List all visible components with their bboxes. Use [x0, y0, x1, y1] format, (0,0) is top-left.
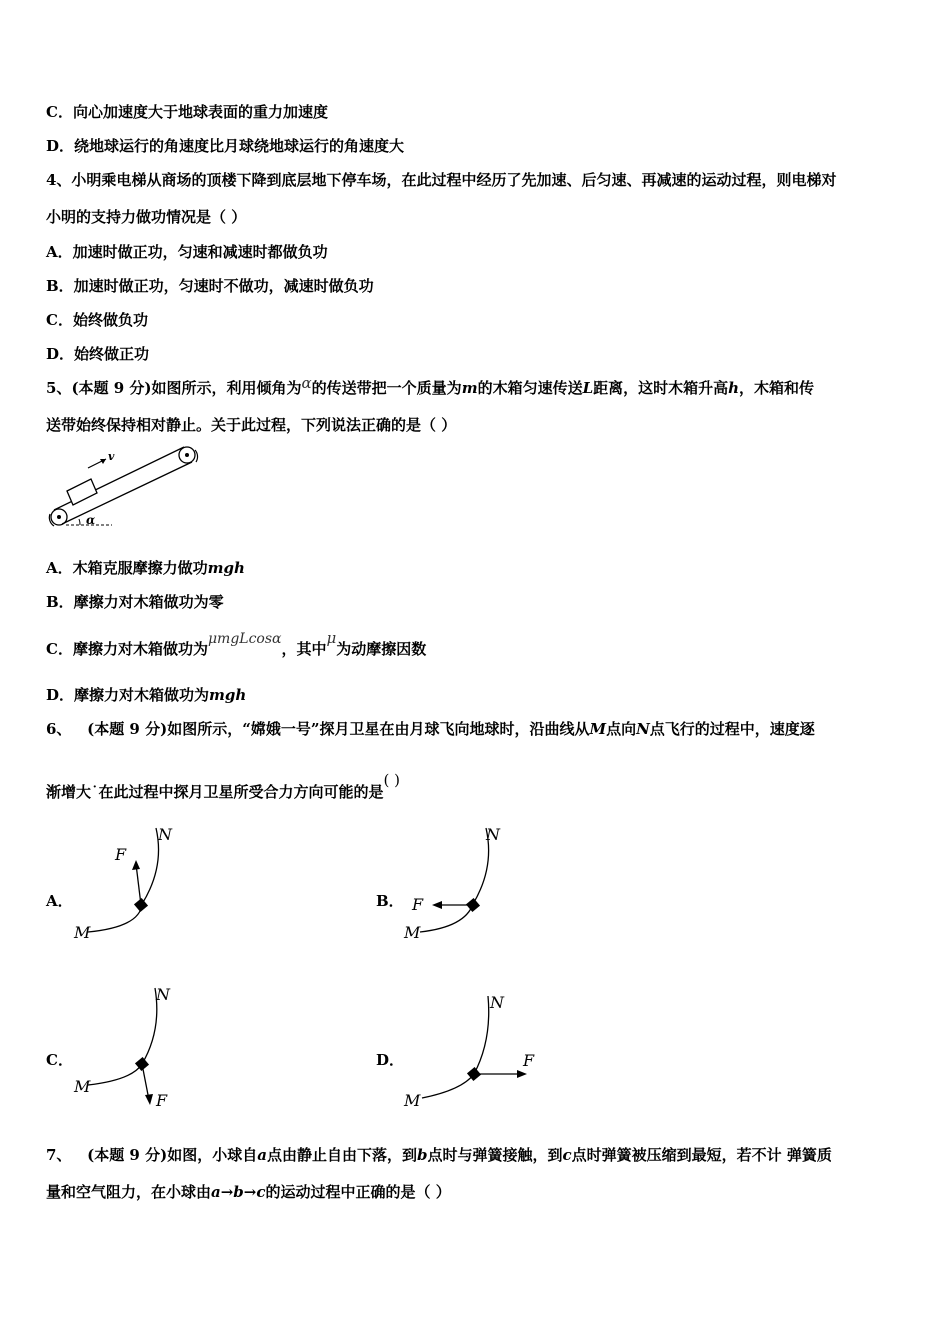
q5-option-c-text: 为动摩擦因数: [336, 640, 427, 658]
q5-text: 距离，这时木箱升高: [593, 379, 729, 397]
q6-M: M: [589, 720, 607, 738]
q6-text: 点向: [606, 720, 637, 738]
q7-text: 点时弹簧被压缩到最短，若不计 弹簧质: [571, 1146, 832, 1164]
q5-text: 如图所示，利用倾角为: [151, 379, 302, 397]
q4-option-a: A．加速时做正功，匀速和减速时都做负功: [46, 243, 328, 261]
force-arrowhead: [432, 901, 442, 909]
trajectory-curve: [88, 988, 157, 1085]
force-arrow: [142, 1064, 149, 1100]
q6-stem-line2: [46, 771, 400, 802]
q5-h: h: [728, 379, 740, 397]
force-arrow: [136, 864, 141, 905]
force-arrowhead: [145, 1094, 153, 1105]
q5-number: 5、: [46, 379, 72, 397]
q7-stem-line2: [46, 1182, 451, 1202]
force-arrowhead: [132, 860, 140, 870]
q6-figure-b: [400, 822, 520, 947]
conveyor-belt-figure: [44, 444, 214, 530]
point-m-label: M: [404, 1091, 421, 1110]
q7-stem-line1: [46, 1145, 832, 1165]
q4-option-d: D．始终做正功: [46, 345, 150, 363]
q5-option-c-text: C．摩擦力对木箱做功为: [46, 640, 208, 658]
q5-option-a-math: mgh: [207, 559, 245, 577]
q5-L: L: [582, 379, 594, 397]
q5-text: 的木箱匀速传送: [477, 379, 583, 397]
q5-stem-line1: [46, 374, 815, 398]
q6-stem-text: 渐增大˙在此过程中探月卫星所受合力方向可能的是: [46, 783, 384, 801]
q7-path: a→b→c: [211, 1183, 266, 1201]
q5-text: ，木箱和传: [739, 379, 815, 397]
upper-pulley-axle: [185, 453, 189, 457]
q6-label-b: B．: [376, 892, 404, 910]
q5-option-d-math: mgh: [209, 686, 247, 704]
q7-a: a: [257, 1146, 267, 1164]
q7-b: b: [416, 1146, 428, 1164]
q6-score: (本题 9 分): [87, 720, 168, 738]
q7-text: 点由静止自由下落，到: [266, 1146, 417, 1164]
q5-option-a: [46, 558, 245, 578]
trajectory-curve: [422, 996, 489, 1098]
q5-option-b: B．摩擦力对木箱做功为零: [46, 593, 224, 611]
point-n-label: N: [156, 985, 170, 1004]
q3-option-d: D．绕地球运行的角速度比月球绕地球运行的角速度大: [46, 137, 405, 155]
force-label: F: [412, 895, 424, 914]
wooden-box: [67, 479, 97, 505]
q5-option-c-math: μmgLcosα: [207, 631, 282, 647]
q5-option-d: [46, 685, 246, 705]
q5-stem-line2: 送带始终保持相对静止。关于此过程，下列说法正确的是（ ）: [46, 416, 457, 434]
q7-text: 量和空气阻力，在小球由: [46, 1183, 212, 1201]
q6-figure-c: [70, 982, 190, 1112]
q6-figure-a: [70, 822, 190, 947]
q6-label-c: C．: [46, 1051, 73, 1069]
q5-m: m: [461, 379, 478, 397]
q7-c: c: [562, 1146, 572, 1164]
force-label: F: [115, 845, 127, 864]
lower-pulley-axle: [57, 515, 61, 519]
q6-number: 6、: [46, 720, 72, 738]
q4-option-b: B．加速时做正功，匀速时不做功，减速时做负功: [46, 277, 374, 295]
q5-alpha: α: [301, 374, 312, 392]
point-m-label: M: [74, 923, 91, 942]
point-m-label: M: [404, 923, 421, 942]
q5-option-c-text: ，其中: [281, 640, 327, 658]
trajectory-curve: [88, 828, 159, 932]
q4-stem-line1: 4、小明乘电梯从商场的顶楼下降到底层地下停车场，在此过程中经历了先加速、后匀速、再减速的运动过程，则电梯对: [46, 171, 837, 189]
q5-option-d-text: D．摩擦力对木箱做功为: [46, 686, 210, 704]
force-label: F: [156, 1091, 168, 1110]
q4-stem-line2: 小明的支持力做功情况是（ ）: [46, 208, 247, 226]
point-n-label: N: [486, 825, 500, 844]
q6-N: N: [636, 720, 650, 738]
angle-label: α: [86, 513, 96, 527]
q5-option-c: [46, 629, 427, 660]
q6-text: 点飞行的过程中，速度逐: [649, 720, 815, 738]
point-n-label: N: [158, 825, 172, 844]
trajectory-curve: [420, 828, 489, 932]
q6-label-d: D．: [376, 1051, 405, 1069]
q7-score: (本题 9 分): [87, 1146, 168, 1164]
force-arrowhead: [517, 1070, 527, 1078]
q7-text: 点时与弹簧接触，到: [427, 1146, 563, 1164]
q6-label-a: A．: [46, 892, 73, 910]
q6-answer-paren: ( ): [383, 771, 400, 789]
point-m-label: M: [74, 1077, 91, 1096]
q6-figure-d: [400, 988, 550, 1113]
q5-option-a-text: A．木箱克服摩擦力做功: [46, 559, 208, 577]
q5-option-c-mu: μ: [326, 629, 337, 647]
q3-option-c: C．向心加速度大于地球表面的重力加速度: [46, 103, 328, 121]
force-label: F: [523, 1051, 535, 1070]
angle-arc: [79, 519, 80, 525]
q7-number: 7、: [46, 1146, 72, 1164]
q5-text: 的传送带把一个质量为: [311, 379, 462, 397]
velocity-label: v: [108, 450, 115, 463]
point-n-label: N: [490, 993, 504, 1012]
q7-text: 如图，小球自: [167, 1146, 258, 1164]
q4-option-c: C．始终做负功: [46, 311, 148, 329]
q6-stem-line1: [46, 719, 815, 739]
q6-text: 如图所示，“嫦娥一号”探月卫星在由月球飞向地球时，沿曲线从: [167, 720, 590, 738]
q7-text: 的运动过程中正确的是（ ）: [265, 1183, 451, 1201]
q5-score: (本题 9 分): [71, 379, 152, 397]
